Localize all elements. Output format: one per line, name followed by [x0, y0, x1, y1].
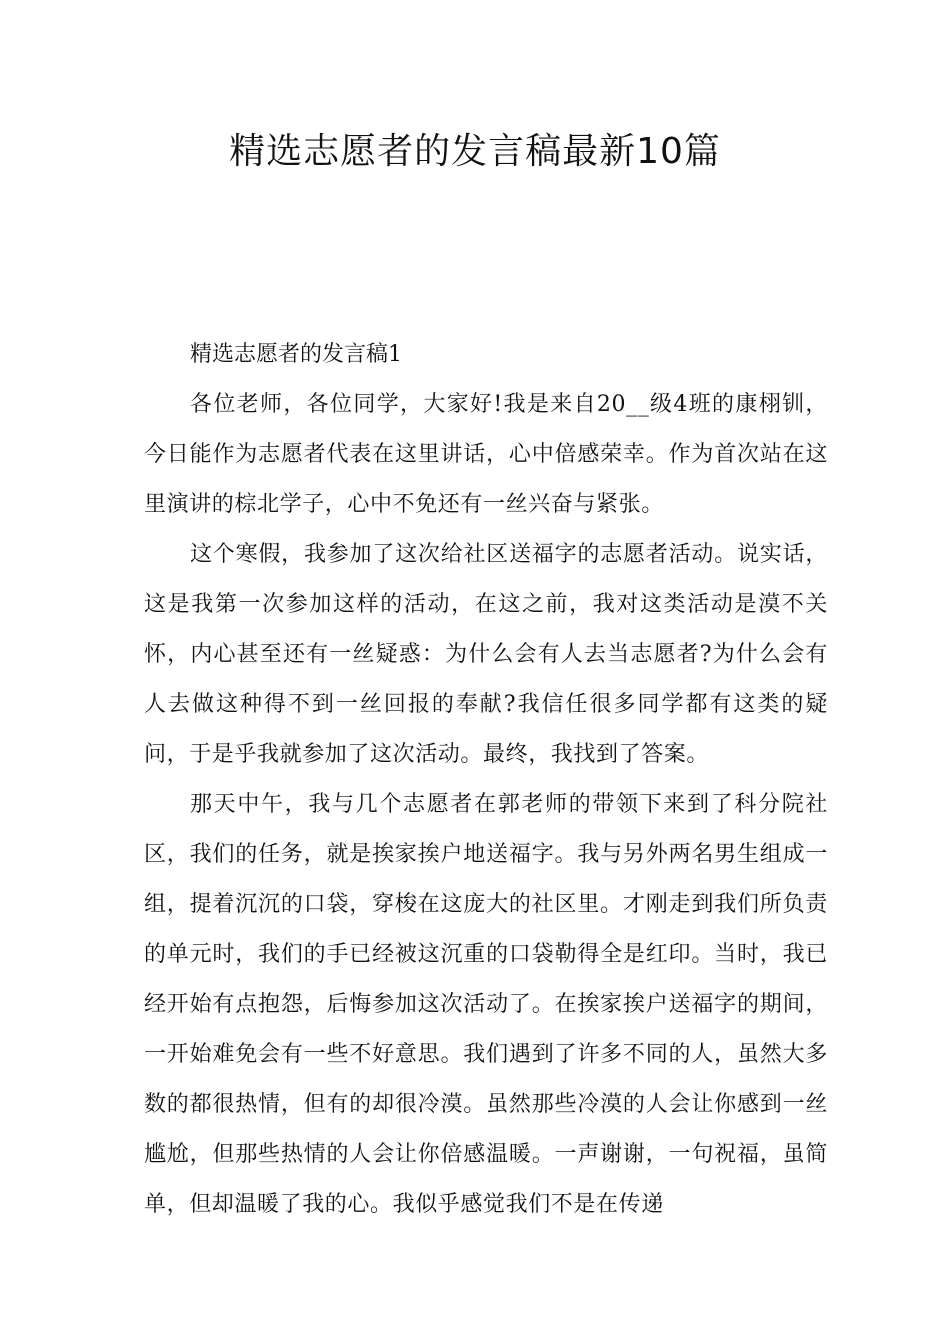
document-title: 精选志愿者的发言稿最新10篇 [229, 131, 721, 172]
paragraph-2: 这个寒假，我参加了这次给社区送福字的志愿者活动。说实话，这是我第一次参加这样的活动，在这之前，我对这类活动是漠不关怀，内心甚至还有一丝疑惑：为什么会有人去当志愿者?为什么会有人去做这种得不到一丝回报的奉献?我信任很多同学都有这类的疑问，于是乎我就参加了这次活动。最终，我找到了答案。 [144, 542, 828, 767]
paragraph-3: 那天中午，我与几个志愿者在郭老师的带领下来到了科分院社区，我们的任务，就是挨家挨户地送福字。我与另外两名男生组成一组，提着沉沉的口袋，穿梭在这庞大的社区里。才刚走到我们所负责的单元时，我们的手已经被这沉重的口袋勒得全是红印。当时，我已经开始有点抱怨，后悔参加这次活动了。在挨家挨户送福字的期间，一开始难免会有一些不好意思。我们遇到了许多不同的人，虽然大多数的都很热情，但有的却很冷漠。虽然那些冷漠的人会让你感到一丝尴尬，但那些热情的人会让你倍感温暖。一声谢谢，一句祝福，虽简单，但却温暖了我的心。我似乎感觉我们不是在传递 [144, 792, 828, 1217]
document-body [144, 330, 828, 1230]
section-heading: 精选志愿者的发言稿1 [190, 342, 402, 367]
paragraph-1: 各位老师，各位同学，大家好!我是来自20__级4班的康栩钏，今日能作为志愿者代表在这里讲话，心中倍感荣幸。作为首次站在这里演讲的棕北学子，心中不免还有一丝兴奋与紧张。 [144, 392, 828, 517]
